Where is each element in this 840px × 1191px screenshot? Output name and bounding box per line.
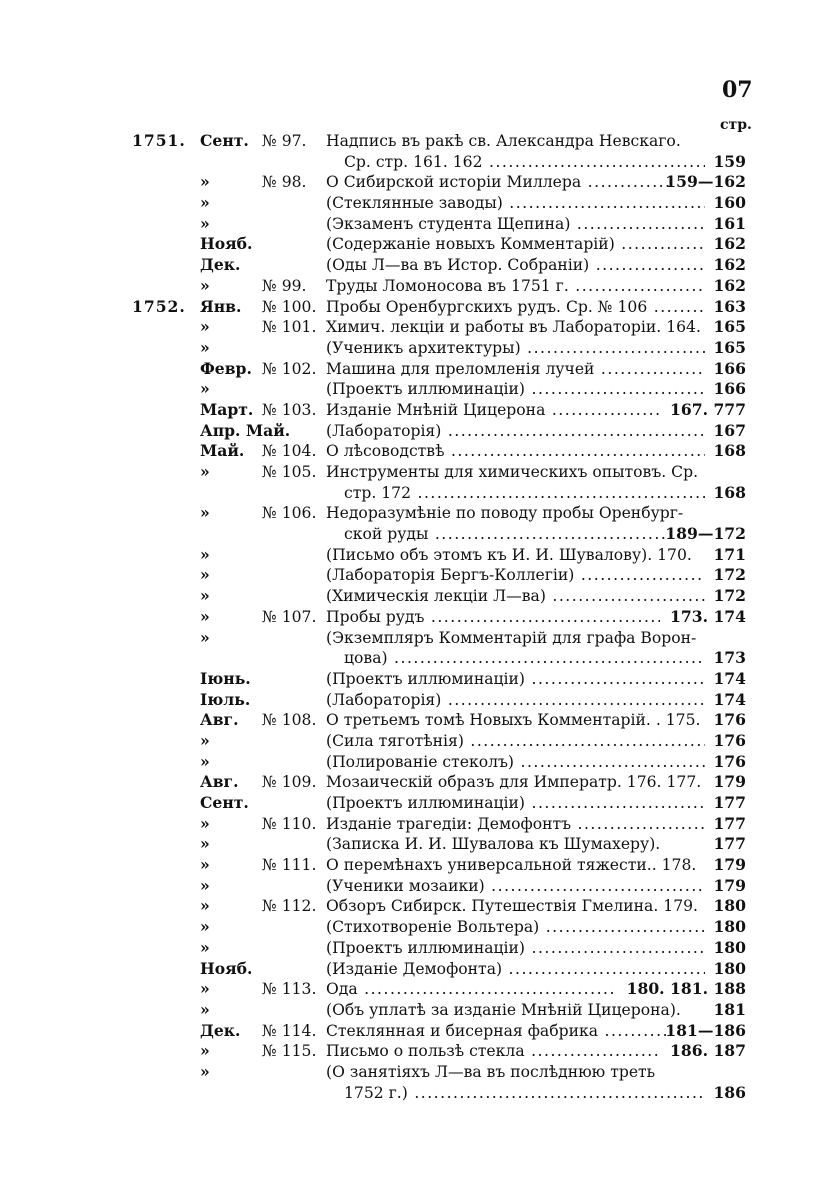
index-entry [0,462,840,483]
entry-text: Ода ..... [326,979,615,1000]
entry-text: Стеклянная и бисерная фабрика ..... [326,1021,669,1042]
entry-pages: 186. 187 [670,1041,746,1061]
entry-month: » [200,565,210,585]
entry-text: стр. 172 ..... [344,483,705,504]
index-entry [0,938,840,959]
entry-text: (О занятіяхъ Л—ва въ послѣднюю треть [326,1062,656,1081]
index-entry [0,524,840,545]
entry-text: (Ученики мозаики) ..... [326,876,705,897]
entry-text: (Экземпляръ Комментарій для графа Ворон- [326,628,697,647]
index-entry [0,297,840,318]
entry-pages: 167 [713,420,746,440]
entry-pages: 176 [713,730,746,750]
entry-pages: 186 [713,1082,746,1102]
entry-text: Недоразумѣніе по поводу пробы Оренбург- [326,504,684,523]
entry-pages: 174 [713,689,746,709]
entry-text: О перемѣнахъ универсальной тяжести.. 178. [326,856,697,875]
index-entry [0,917,840,938]
index-entry [0,545,840,566]
entry-month: » [200,503,210,523]
entry-month: Нояб. [200,234,253,254]
index-entry [0,628,840,649]
index-entry [0,131,840,152]
index-entry [0,317,840,338]
entry-pages: 180 [713,958,746,978]
entry-month: » [200,544,210,564]
index-entry [0,855,840,876]
entry-pages: 180 [713,896,746,916]
entry-text: цова) ..... [344,648,705,669]
entry-pages: 173 [713,648,746,668]
entry-month: » [200,627,210,647]
index-entry [0,1083,840,1104]
entry-pages: 165 [713,317,746,337]
entry-text: Химич. лекціи и работы въ Лабораторіи. 164. [326,318,701,337]
entry-number: № 101. [262,318,317,337]
entry-text: Обзоръ Сибирск. Путешествія Гмелина. 179. [326,897,698,916]
entry-text: Машина для преломленія лучей ..... [326,359,705,380]
index-entry [0,648,840,669]
entry-text: (Лабораторія Бергъ-Коллегіи) ..... [326,565,705,586]
entry-number: № 109. [262,773,317,792]
entry-pages: 166 [713,379,746,399]
entry-text: Труды Ломоносова въ 1751 г. ..... [326,276,705,297]
entry-month: » [200,896,210,916]
entry-text: (Ученикъ архитектуры) ..... [326,338,705,359]
entry-number: № 99. [262,276,307,295]
entry-month: » [200,999,210,1019]
entry-month: » [200,213,210,233]
index-entry [0,1062,840,1083]
index-entry [0,814,840,835]
entry-pages: 180 [713,917,746,937]
entry-number: № 112. [262,897,317,916]
index-entry [0,586,840,607]
entry-pages: 176 [713,751,746,771]
entry-pages: 189—172 [665,524,746,544]
entry-text: (Проектъ иллюминацiи) ..... [326,793,705,814]
entry-text: (Химическія лекціи Л—ва) ..... [326,586,705,607]
entry-month: » [200,855,210,875]
entry-text: Инструменты для химическихъ опытовъ. Ср. [326,463,699,481]
entry-month: Дек. [200,255,241,275]
index-entry [0,979,840,1000]
index-entry [0,710,840,731]
index-entry [0,441,840,462]
entry-pages: 179 [713,855,746,875]
entry-number: № 104. [262,442,317,461]
index-entry [0,607,840,628]
entry-month: » [200,937,210,957]
entry-text: (Проектъ иллюминацiи) ..... [326,938,705,959]
entry-number: № 103. [262,400,317,419]
entry-pages: 180 [713,937,746,957]
index-entry [0,1021,840,1042]
entry-month: » [200,730,210,750]
entry-pages: 168 [713,441,746,461]
pages-column-header: стр. [720,117,752,133]
entry-month: Сент. [200,793,249,812]
entry-month: » [200,917,210,937]
entry-pages: 177 [713,834,746,854]
index-entry [0,421,840,442]
entry-pages: 172 [713,586,746,606]
entry-pages: 168 [713,482,746,502]
entry-pages: 161 [713,213,746,233]
entry-month: » [200,1061,210,1081]
entry-month: Май. [200,441,245,461]
entry-text: (Стеклянные заводы) ..... [326,193,705,214]
entry-number: № 105. [262,463,317,481]
entry-month: » [200,379,210,399]
index-entry [0,379,840,400]
entry-month: Авг. [200,772,239,792]
entry-number: № 98. [262,173,307,192]
entry-month: Янв. [200,296,242,316]
entry-number: № 100. [262,297,317,316]
index-entry [0,793,840,814]
index-entry [0,669,840,690]
entry-year: 1752. [132,296,186,316]
entry-text: (Стихотвореніе Вольтера) ..... [326,917,705,938]
entry-pages: 159 [713,151,746,171]
index-entry [0,214,840,235]
entry-text: Письмо о пользѣ стекла ..... [326,1041,660,1062]
entry-month: Февр. [200,358,252,378]
index-entry [0,834,840,855]
entry-text: Пробы Оренбургскихъ рудъ. Ср. № 106 ..... [326,297,705,318]
entry-pages: 163 [713,296,746,316]
entry-number: № 115. [262,1042,317,1061]
entry-month: Март. [200,399,254,419]
index-entry [0,172,840,193]
entry-pages: 179 [713,875,746,895]
entry-pages: 162 [713,234,746,254]
entry-text: 1752 г.) ..... [344,1083,705,1104]
entry-pages: 181—186 [665,1020,746,1040]
index-entry [0,234,840,255]
entry-month: » [200,606,210,626]
entry-number: № 107. [262,607,317,626]
entry-text: (Лабораторія) ..... [326,690,705,711]
entry-month: » [200,751,210,771]
entry-pages: 173. 174 [670,606,746,626]
entry-month: Авг. [200,710,239,730]
entry-text: (Содержаніе новыхъ Комментарій) ..... [326,234,705,255]
entry-number: № 108. [262,711,317,730]
entry-pages: 177 [713,813,746,833]
entry-text: Изданіе трагедіи: Демофонтъ ..... [326,814,705,835]
entry-pages: 166 [713,358,746,378]
entry-text: (Оды Л—ва въ Истор. Собраніи) ..... [326,255,705,276]
entry-month: » [200,275,210,295]
entry-number: № 106. [262,504,317,523]
entry-month: » [200,834,210,854]
entry-text: (Лабораторія) ..... [326,421,705,442]
index-entry [0,483,840,504]
entry-month: » [200,979,210,999]
entry-text: (Сила тяготѣнія) ..... [326,731,705,752]
entry-text: (Проектъ иллюминацiи) ..... [326,379,705,400]
entry-text: О третьемъ томѣ Новыхъ Комментарій. . 175. [326,711,701,730]
entry-pages: 177 [713,793,746,812]
index-entry [0,400,840,421]
entry-pages: 172 [713,565,746,585]
entry-month: » [200,172,210,192]
entry-pages: 162 [713,275,746,295]
index-entry [0,959,840,980]
entry-month: Сент. [200,131,249,150]
entry-pages: 176 [713,710,746,730]
entry-month: » [200,337,210,357]
index-entry [0,565,840,586]
index-entry [0,690,840,711]
entry-pages: 160 [713,193,746,213]
entry-text: Изданіе Мнѣній Цицерона ..... [326,400,660,421]
entry-month: Нояб. [200,958,253,978]
entry-pages: 179 [713,772,746,792]
entry-year: 1751. [132,131,186,150]
entry-number: № 113. [262,980,317,999]
entry-pages: 174 [713,668,746,688]
index-entry [0,152,840,173]
entry-text: Пробы рудъ ..... [326,607,660,628]
index-entry [0,503,840,524]
entry-text: ской руды ..... [344,524,669,545]
entry-pages: 165 [713,337,746,357]
entry-number: № 114. [262,1021,317,1040]
index-entry [0,731,840,752]
entry-month: Іюль. [200,689,251,709]
entry-number: № 111. [262,856,317,875]
index-entry [0,255,840,276]
index-entry [0,338,840,359]
index-entry [0,876,840,897]
entry-text: Ср. стр. 161. 162 ..... [344,152,705,173]
index-entry [0,772,840,793]
entry-month: » [200,813,210,833]
entry-text: (Письмо объ этомъ къ И. И. Шувалову). 170. [326,545,692,564]
entry-text: О лѣсоводствѣ ..... [326,441,705,462]
index-entries [0,131,840,1103]
entry-month: Апр. Май. [200,420,291,440]
entry-month: » [200,586,210,606]
index-entry [0,752,840,773]
entry-text: Надпись въ ракѣ св. Александра Невскаго. [326,132,681,150]
index-entry [0,1041,840,1062]
index-entry [0,896,840,917]
entry-pages: 159—162 [665,172,746,192]
entry-month: » [200,317,210,337]
index-entry [0,276,840,297]
index-entry [0,193,840,214]
entry-number: № 110. [262,814,317,833]
entry-pages: 162 [713,255,746,275]
index-entry [0,1000,840,1021]
entry-text: (Изданіе Демофонта) ..... [326,959,705,980]
entry-month: Іюнь. [200,668,251,688]
entry-month: » [200,875,210,895]
entry-text: (Экзаменъ студента Щепина) ..... [326,214,705,235]
entry-text: О Сибирской исторіи Миллера ..... [326,172,669,193]
entry-month: » [200,1041,210,1061]
page-number: 07 [722,77,753,103]
entry-text: (Проектъ иллюминацiи) ..... [326,669,705,690]
entry-pages: 171 [713,544,746,564]
entry-pages: 167. 777 [670,399,746,419]
entry-month: Дек. [200,1020,241,1040]
entry-text: Мозаическій образъ для Императр. 176. 177. [326,773,702,792]
entry-pages: 181 [713,999,746,1019]
entry-month: » [200,462,210,481]
index-entry [0,359,840,380]
entry-number: № 97. [262,132,307,150]
entry-pages: 180. 181. 188 [626,979,746,999]
entry-number: № 102. [262,359,317,378]
entry-text: (Объ уплатѣ за изданіе Мнѣній Цицерона). [326,1000,681,1019]
entry-month: » [200,193,210,213]
entry-text: (Полированіе стеколъ) ..... [326,752,705,773]
entry-text: (Записка И. И. Шувалова къ Шумахеру). [326,835,661,854]
